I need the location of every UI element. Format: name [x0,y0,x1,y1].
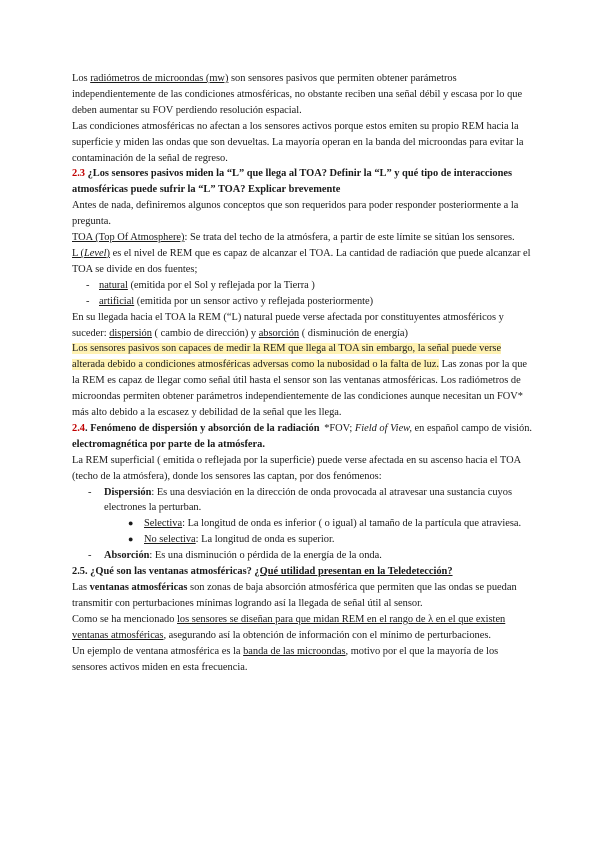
underlined-term: TOA (Top Of Atmosphere) [72,232,185,244]
paragraph-active-sensors: Las condiciones atmosféricas no afectan a los sensores activos porque estos emiten su propio REM hacia la superficie y miden las ondas que son devueltas. La mayoría operan en la banda del microondas para evitar la contaminación de la señal de regreso. [72,120,524,164]
text-run: ) [106,247,111,259]
dash-bullet: - [86,295,90,307]
underlined-term: natural [99,279,128,291]
italic-term: Level [84,247,107,259]
underlined-term: No selectiva [144,534,196,546]
text-run: son zonas de baja absorción atmosférica que permiten que las ondas se puedan transmitir con perturbaciones mínimas logrando así la llegada de señal útil al sensor. [72,582,517,609]
text-run: (emitida por un sensor activo y reflejada posteriormente) [134,295,374,307]
fov-note [324,421,532,437]
list-item-selective [72,516,532,532]
text-run: Los [72,73,91,84]
paragraph-sensor-design [72,612,532,644]
paragraph-intro: Antes de nada, definiremos algunos conceptos que son requeridos para poder responder posteriormente a la pregunta. [72,200,519,228]
text-run: en español campo de visión. [411,422,532,434]
list-item-artificial [72,294,532,310]
list-item-absorption [72,548,532,564]
text-run: En su llegada hacia el TOA la REM (“L) natural puede verse afectada por constituyentes atmosféricos y suceder: [72,311,504,339]
heading-2-5 [72,564,532,580]
section-title: . Fenómeno de dispersión y absorción de la radiación electromagnética por parte de la atmósfera. [72,422,320,450]
list-item-non-selective [72,532,532,548]
text-run: Las [72,582,90,593]
section-number: 2.3 [72,168,85,180]
text-run: : Es una disminución o pérdida de la energía de la onda. [149,550,382,562]
heading-2-3 [72,166,532,198]
paragraph-windows-definition [72,580,532,612]
list-item-dispersion [72,485,532,517]
underlined-term: banda de las microondas [243,645,346,657]
bullet-dot: ● [128,534,134,545]
dash-bullet: - [86,279,90,291]
bold-term: ventanas atmosféricas [89,582,188,593]
underlined-term: absorción [258,327,300,339]
section-title: 2.5. ¿Qué son las ventanas atmosféricas? [72,566,255,578]
underlined-term: los sensores se diseñan para que midan REM en el rango de λ en el que existen ventanas atmosféricas [72,613,506,641]
section-title: ¿Los sensores pasivos miden la “L” que llega al TOA? Definir la “L” y qué tipo de interacciones atmosféricas puede sufrir la “L” TOA? Explicar brevemente [72,168,513,196]
underlined-term: Selectiva [144,518,183,530]
text-run: , motivo por el que la mayoría de los sensores activos miden en esta frecuencia. [72,645,499,673]
paragraph-microwave-example [72,644,532,676]
underlined-term: radiómetros de microondas (mw) [90,73,229,84]
text-run: son sensores pasivos que permiten obtener parámetros independientemente de las condiciones atmosféricas, no obstante reciben una señal débil y escasa por lo que deben aumentar su FOV perdiendo resolución espacial. [72,73,523,116]
definition-toa [72,230,532,246]
underlined-term: dispersión [109,327,152,339]
underlined-term [72,248,110,259]
text-run: Como se ha mencionado [72,613,178,625]
dash-bullet: - [88,550,92,562]
text-run: : Es una desviación en la dirección de onda provocada al atravesar una sustancia cuyos electrones la perturban. [104,486,512,514]
text-run: : La longitud de onda es superior. [195,534,335,546]
italic-term: Field of View, [354,422,412,434]
bold-term: Absorción [104,550,150,562]
text-run: *FOV; [324,422,355,434]
document-page [72,71,532,675]
text-run: L ( [72,247,85,259]
text-run: Un ejemplo de ventana atmosférica es la [72,645,244,657]
text-run: (emitida por el Sol y reflejada por la Tierra ) [127,279,315,291]
list-item-natural [72,278,532,294]
text-run: : La longitud de onda es inferior ( o igual) al tamaño de la partícula que atraviesa. [182,518,522,530]
underlined-term: ¿Qué utilidad presentan en la Teledetección? [254,566,453,578]
paragraph-arrival [72,310,532,342]
bold-term: Dispersión [104,486,152,498]
text-run: : Se trata del techo de la atmósfera, a partir de este límite se sitúan los sensores. [184,232,515,244]
text-run: , asegurando así la obtención de información con el mínimo de perturbaciones. [163,629,491,641]
underlined-term: artificial [99,295,135,307]
paragraph-surface-rem: La REM superficial ( emitida o reflejada por la superficie) puede verse afectada en su ascenso hacia el TOA (techo de la atmósfera), donde los sensores las captan, por dos fenómenos: [72,454,521,482]
text-run: Las zonas por la que la REM es capaz de llegar como señal útil hasta el sensor son las ventanas atmosféricas. Los radiómetros de microondas permiten obtener parámetros independientemente de las condiciones aunque necesitan un FOV* más alto debido a la escasez y debilidad de la señal que les llega. [72,359,528,419]
paragraph-radiometers [72,71,532,119]
dash-bullet: - [88,486,92,498]
definition-level [72,246,532,278]
text-run: es el nivel de REM que es capaz de alcanzar el TOA. La cantidad de radiación que puede alcanzar el TOA se divide en dos fuentes; [72,247,531,275]
section-number: 2.4 [72,422,85,434]
highlighted-text: Los sensores pasivos son capaces de medir la REM que llega al TOA sin embargo, la señal puede verse alterada debido a condiciones atmosféricas adversas como la nubosidad o la falta de luz. [72,343,502,371]
bullet-dot: ● [128,518,134,529]
text-run: ( cambio de dirección) y [151,327,259,339]
text-run: ( disminución de energía) [299,327,408,339]
